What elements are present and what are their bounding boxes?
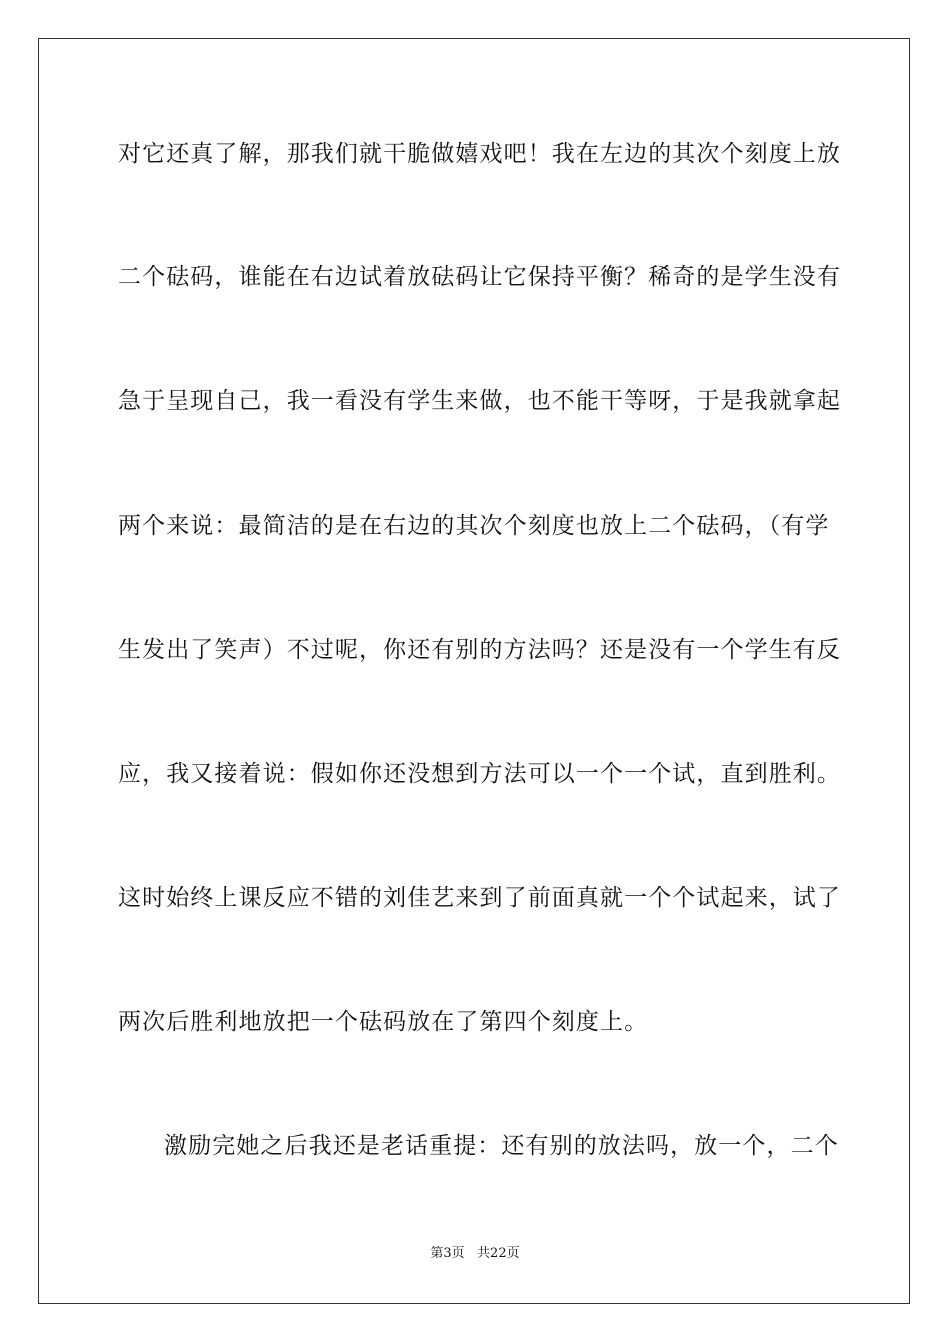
page-number-footer: 第3页 共22页 <box>430 1246 520 1261</box>
body-text-line-indented: 激励完她之后我还是老话重提：还有别的放法吗，放一个，二个 <box>164 1133 839 1159</box>
body-text-line: 两次后胜利地放把一个砝码放在了第四个刻度上。 <box>118 1009 649 1035</box>
body-text-line: 两个来说：最简洁的是在右边的其次个刻度也放上二个砝码，（有学 <box>118 513 830 539</box>
body-text-line: 二个砝码，谁能在右边试着放砝码让它保持平衡？稀奇的是学生没有 <box>118 264 841 290</box>
body-text-line: 这时始终上课反应不错的刘佳艺来到了前面真就一个个试起来，试了 <box>118 885 841 911</box>
body-text-line: 对它还真了解，那我们就干脆做嬉戏吧！我在左边的其次个刻度上放 <box>118 141 841 167</box>
body-text-line: 急于呈现自己，我一看没有学生来做，也不能干等呀，于是我就拿起 <box>118 388 841 414</box>
page-border <box>38 38 910 1304</box>
body-text-line: 生发出了笑声）不过呢，你还有别的方法吗？还是没有一个学生有反 <box>118 637 841 663</box>
body-text-line: 应，我又接着说：假如你还没想到方法可以一个一个试，直到胜利。 <box>118 761 841 787</box>
